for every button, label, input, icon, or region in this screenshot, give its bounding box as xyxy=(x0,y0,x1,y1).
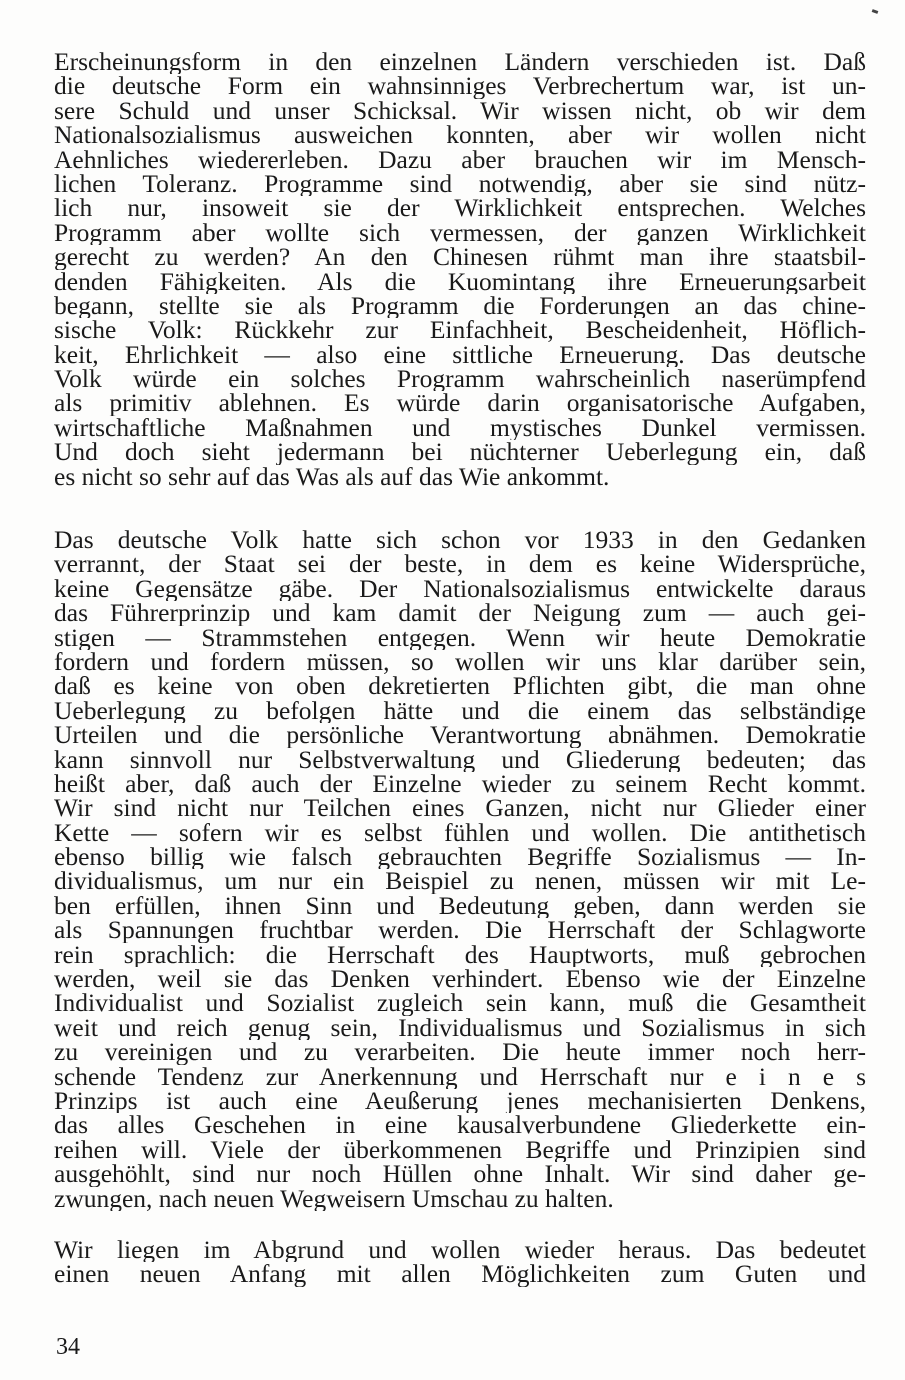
text-line: weit und reich genug sein, Individualismus und Sozialismus in sich xyxy=(54,1015,866,1041)
text-line: als Spannungen fruchtbar werden. Die Herrschaft der Schlagworte xyxy=(54,918,866,943)
paragraph-1 xyxy=(54,50,866,489)
text-line: einen neuen Anfang mit allen Möglichkeiten zum Guten und xyxy=(54,1262,866,1287)
text-line: ben erfüllen, ihnen Sinn und Bedeutung geben, dann werden sie xyxy=(54,893,866,919)
text-line: Volk würde ein solches Programm wahrscheinlich naserümpfend xyxy=(54,367,866,392)
text-line: sische Volk: Rückkehr zur Einfachheit, Bescheidenheit, Höflich- xyxy=(54,318,866,343)
text-line: Wir liegen im Abgrund und wollen wieder heraus. Das bedeutet xyxy=(54,1238,866,1263)
text-line: daß es keine von oben dekretierten Pflichten gibt, die man ohne xyxy=(54,674,866,699)
text-line: werden, weil sie das Denken verhindert. Ebenso wie der Einzelne xyxy=(54,967,866,992)
text-line: keit, Ehrlichkeit — also eine sittliche Erneuerung. Das deutsche xyxy=(54,342,866,368)
text-line: dividualismus, um nur ein Beispiel zu nenen, müssen wir mit Le- xyxy=(54,869,866,894)
page-number: 34 xyxy=(56,1334,80,1360)
text-line: Ueberlegung zu befolgen hätte und die einem das selbständige xyxy=(54,698,866,724)
text-line: fordern und fordern müssen, so wollen wir uns klar darüber sein, xyxy=(54,649,866,675)
text-line: zwungen, nach neuen Wegweisern Umschau zu halten. xyxy=(54,1186,614,1211)
text-line: ausgehöhlt, sind nur noch Hüllen ohne Inhalt. Wir sind daher ge- xyxy=(54,1162,866,1187)
text-line: keine Gegensätze gäbe. Der Nationalsozialismus entwickelte daraus xyxy=(54,576,866,602)
text-line: stigen — Strammstehen entgegen. Wenn wir heute Demokratie xyxy=(54,625,866,650)
paragraph-3 xyxy=(54,1238,866,1287)
text-line: als primitiv ablehnen. Es würde darin organisatorische Aufgaben, xyxy=(54,391,866,416)
text-line: lich nur, insoweit sie der Wirklichkeit entsprechen. Welches xyxy=(54,196,866,221)
text-line: Und doch sieht jedermann bei nüchterner Ueberlegung ein, daß xyxy=(54,440,866,465)
text-line: begann, stellte sie als Programm die Forderungen an das chine- xyxy=(54,293,866,319)
text-line: gerecht zu werden? An den Chinesen rühmt man ihre staatsbil- xyxy=(54,245,866,270)
text-line: Das deutsche Volk hatte sich schon vor 1933 in den Gedanken xyxy=(54,528,866,553)
text-line: reihen will. Viele der überkommenen Begriffe und Prinzipien sind xyxy=(54,1137,866,1163)
text-line: verrannt, der Staat sei der beste, in dem es keine Widersprüche, xyxy=(54,552,866,577)
corner-mark xyxy=(872,9,879,14)
text-line: Aehnliches wiedererleben. Dazu aber brauchen wir im Mensch- xyxy=(54,147,866,172)
text-line: Urteilen und die persönliche Verantwortung abnähmen. Demokratie xyxy=(54,723,866,748)
paragraph-2 xyxy=(54,528,866,1211)
text-line: Individualist und Sozialist zugleich sein kann, muß die Gesamtheit xyxy=(54,991,866,1016)
text-line: ebenso billig wie falsch gebrauchten Begriffe Sozialismus — In- xyxy=(54,845,866,870)
text-line: Programm aber wollte sich vermessen, der ganzen Wirklichkeit xyxy=(54,220,866,246)
text-line: sere Schuld und unser Schicksal. Wir wissen nicht, ob wir dem xyxy=(54,98,866,124)
text-line: Kette — sofern wir es selbst fühlen und wollen. Die antithetisch xyxy=(54,820,866,846)
text-line: das Führerprinzip und kam damit der Neigung zum — auch gei- xyxy=(54,601,866,626)
text-line: Erscheinungsform in den einzelnen Ländern verschieden ist. Daß xyxy=(54,50,866,75)
text-line: die deutsche Form ein wahnsinniges Verbrechertum war, ist un- xyxy=(54,74,866,99)
text-line: kann sinnvoll nur Selbstverwaltung und Gliederung bedeuten; das xyxy=(54,747,866,772)
text-line: lichen Toleranz. Programme sind notwendig, aber sie sind nütz- xyxy=(54,171,866,197)
text-line: denden Fähigkeiten. Als die Kuomintang ihre Erneuerungsarbeit xyxy=(54,269,866,294)
text-line: es nicht so sehr auf das Was als auf das Wie ankommt. xyxy=(54,464,610,490)
text-line: Nationalsozialismus ausweichen konnten, aber wir wollen nicht xyxy=(54,123,866,148)
text-line: das alles Geschehen in eine kausalverbundene Gliederkette ein- xyxy=(54,1113,866,1138)
text-line: rein sprachlich: die Herrschaft des Hauptworts, muß gebrochen xyxy=(54,942,866,968)
text-line: schende Tendenz zur Anerkennung und Herrschaft nur e i n e s xyxy=(54,1064,866,1089)
text-line: Prinzips ist auch eine Aeußerung jenes mechanisierten Denkens, xyxy=(54,1088,866,1114)
text-line: heißt aber, daß auch der Einzelne wieder zu seinem Recht kommt. xyxy=(54,771,866,797)
text-line: zu vereinigen und zu verarbeiten. Die heute immer noch herr- xyxy=(54,1040,866,1065)
text-line: wirtschaftliche Maßnahmen und mystisches Dunkel vermissen. xyxy=(54,415,866,441)
text-line: Wir sind nicht nur Teilchen eines Ganzen, nicht nur Glieder einer xyxy=(54,796,866,821)
